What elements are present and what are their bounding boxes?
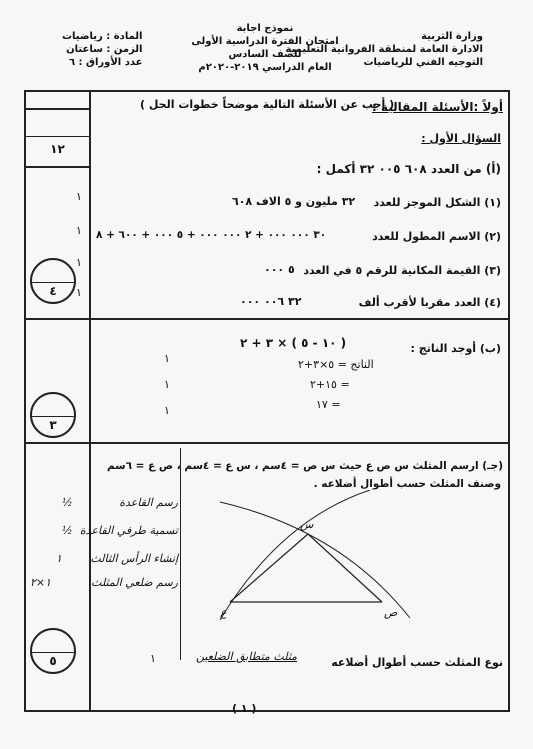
subject-line-3: عدد الأوراق : ٦ (68, 57, 143, 68)
ministry-line-2: الادارة العامة لمنطقة الفروانية التعليمية (285, 44, 483, 55)
exam-header (190, 22, 340, 74)
q3-score: ٥ (49, 654, 57, 668)
rubric-text-4: رسم ضلعي المثلث (91, 576, 178, 589)
rubric-text-3: إنشاء الرأس الثالث (90, 552, 178, 565)
q3-score-circle (30, 628, 76, 674)
score-column-line (89, 90, 91, 712)
exam-line-3: للصف السادس (228, 49, 302, 60)
triangle-side-left (230, 534, 308, 602)
q1-item-3: (٣) القيمة المكانية للرقم ٥ في العدد (303, 264, 501, 277)
q1-item-2: (٢) الاسم المطول للعدد (372, 230, 501, 243)
q1-label: السؤال الأول : (421, 132, 501, 145)
exam-line-2: امتحان الفترة الدراسية الأولى (191, 36, 339, 47)
rubric-mark-2: ½ (62, 524, 73, 537)
q3-label: (جـ) ارسم المثلث س ص ع حيث س ص = ٤سم ، س ع = ٤سم ، ص ع = ٦سم (107, 460, 503, 472)
divider-1 (24, 318, 510, 320)
q3-type-mark: ١ (150, 652, 156, 665)
rubric-text-2: تسمية طرفي القاعدة (79, 524, 178, 537)
q1-mark-2: ١ (76, 224, 82, 237)
q1-answer-3: ٥ ٠٠٠ (264, 263, 295, 276)
subject-header (62, 30, 142, 69)
rubric-mark-4: ١×٢ (30, 576, 52, 589)
q1-mark-1: ١ (76, 190, 82, 203)
q2-mark-2: ١ (164, 378, 170, 391)
rubric-line (180, 448, 181, 660)
arc-from-right (220, 490, 370, 620)
q1-score: ٤ (49, 284, 57, 298)
q1-mark-3: ١ (76, 256, 82, 269)
rubric-mark-1: ½ (62, 496, 73, 509)
q2-step-3: = ١٧ (316, 398, 341, 411)
q3-type-question: نوع المثلث حسب أطوال أضلاعه (331, 656, 503, 669)
rubric-text-1: رسم القاعدة (119, 496, 178, 509)
q2-score: ٣ (49, 418, 57, 432)
exam-line-1: نموذج اجابة (236, 23, 294, 34)
q1-answer-1: ٣٢ مليون و ٥ الاف ٦٠٨ (232, 195, 356, 208)
subject-line-2: الزمن : ساعتان (66, 44, 143, 55)
triangle-side-right (308, 534, 382, 602)
q2-mark-1: ١ (164, 352, 170, 365)
vertex-right-label: ص (384, 606, 398, 619)
rubric-mark-3: ١ (56, 552, 62, 565)
q1-item-4: (٤) العدد مقربا لأقرب ألف (358, 296, 501, 309)
q1-answer-2: ٣٠ ٠٠٠ ٠٠٠ + ٢ ٠٠٠ ٠٠٠ + ٥ ٠٠٠ + ٦٠٠ + ٨ (96, 229, 327, 241)
q3-type-answer: مثلث متطابق الضلعين (196, 650, 298, 663)
q1-score-circle (30, 258, 76, 304)
q2-step-1: الناتج = ٥×٣+٢ (298, 358, 374, 371)
q3-label-2: وصنف المثلث حسب أطوال أضلاعه . (313, 478, 501, 490)
vertex-top-label: س (300, 518, 314, 531)
q2-label: (ب) أوجد الناتج : (410, 342, 501, 355)
q2-mark-3: ١ (164, 404, 170, 417)
q1-item-1: (١) الشكل الموجز للعدد (373, 196, 501, 209)
divider-2 (24, 442, 510, 444)
section-title: أولاً :الأسئلة المقالية : (371, 100, 503, 114)
total-score-box (26, 108, 89, 168)
total-score: ١٢ (50, 142, 65, 156)
exam-line-4: العام الدراسي ٢٠١٩-٢٠٢٠م (198, 62, 332, 73)
q1-mark-4: ١ (76, 286, 82, 299)
q2-score-circle (30, 392, 76, 438)
q1-answer-4: ٣٢ ٠٠٦ ٠٠٠ (240, 295, 302, 308)
section-instruction: ( أجب عن الأسئلة التالية موضحاً خطوات الحل ) (140, 98, 395, 111)
ministry-line-1: وزارة التربية (421, 31, 483, 42)
subject-line-1: المادة : رياضيات (62, 31, 143, 42)
vertex-left-label: ع (220, 606, 227, 619)
q2-expression: ( ١٠ - ٥ ) × ٣ + ٢ (240, 336, 347, 350)
arc-from-left (220, 502, 410, 618)
ministry-line-3: التوجيه الفني للرياضيات (363, 57, 483, 68)
page-number: ( ١ ) (232, 702, 257, 715)
q1-intro: (أ) من العدد ٦٠٨ ٠٠٥ ٣٢ أكمل : (316, 162, 501, 176)
q2-step-2: = ١٥+٢ (310, 378, 350, 391)
